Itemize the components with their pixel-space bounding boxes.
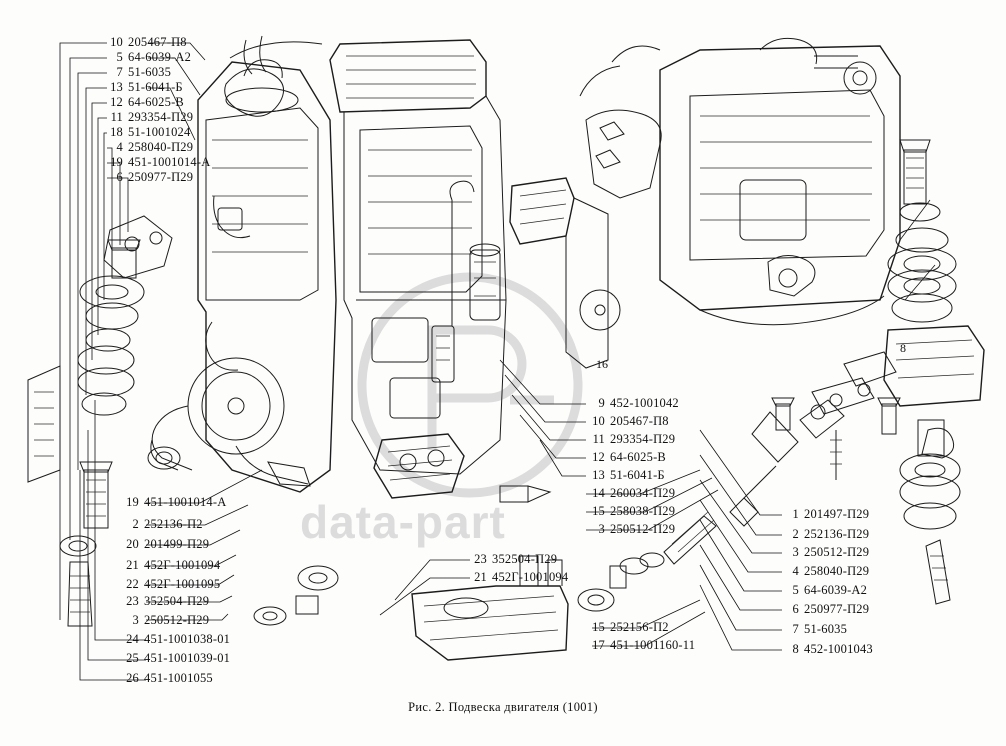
part-code: 451-1001039-01 [144,651,231,665]
part-label-250512-p29-left [124,614,209,627]
part-code: 205467-П8 [128,35,187,49]
part-code: 352504-П29 [144,594,210,608]
part-label-352504-p29-bottom [472,553,557,566]
part-label-452g-1001094-bottom [472,571,568,584]
part-code: 51-6035 [128,65,172,79]
part-label-252136-p2 [124,518,203,531]
part-label-51-6041-b [108,81,183,94]
part-code: 201497-П29 [804,507,870,521]
svg-text:16: 16 [596,357,608,371]
part-code: 252156-П2 [610,620,669,634]
part-label-64-6039-a2 [108,51,191,64]
part-label-452-1001042 [590,397,679,410]
part-code: 451-1001038-01 [144,632,231,646]
part-code: 352504-П29 [492,552,558,566]
part-code: 451-1001014-А [144,495,227,509]
part-number: 25 [126,651,139,665]
part-label-64-6025-v-center [590,451,666,464]
part-label-451-1001160-11 [590,639,695,652]
part-code: 250512-П29 [804,545,870,559]
part-label-51-6035-right [784,623,847,636]
part-number: 7 [116,65,123,79]
part-label-252136-p29 [784,528,869,541]
part-number: 14 [592,486,605,500]
gearbox-housing [660,38,900,324]
part-number: 7 [792,622,799,636]
part-label-258040-p29-right [784,565,869,578]
part-code: 293354-П29 [610,432,676,446]
art-callout-16 [596,357,608,371]
part-number: 21 [126,558,139,572]
part-code: 452-1001043 [804,642,873,656]
right-engine-mount [884,140,984,604]
part-number: 8 [792,642,799,656]
part-number: 13 [592,468,605,482]
part-number: 10 [592,414,605,428]
part-number: 4 [116,140,123,154]
part-label-451-1001055 [124,672,213,685]
part-code: 293354-П29 [128,110,194,124]
part-code: 64-6039-А2 [128,50,192,64]
part-code: 250977-П29 [128,170,194,184]
part-label-258038-p29 [590,505,675,518]
figure-caption: Рис. 2. Подвеска двигателя (1001) [408,700,598,714]
part-number: 5 [116,50,123,64]
part-number: 2 [792,527,799,541]
part-number: 26 [126,671,139,685]
part-number: 12 [592,450,605,464]
part-code: 64-6025-В [128,95,184,109]
part-label-64-6039-a2-right [784,584,867,597]
part-label-452-1001043 [784,643,873,656]
part-number: 9 [598,396,605,410]
part-label-51-1001024 [108,126,190,139]
part-number: 23 [474,552,487,566]
part-code: 51-6041-Б [128,80,183,94]
part-number: 10 [110,35,123,49]
part-label-451-1001039-01 [124,652,230,665]
part-label-452g-1001094 [124,559,220,572]
part-number: 22 [126,577,139,591]
part-number: 11 [592,432,605,446]
part-number: 11 [110,110,123,124]
part-code: 205467-П8 [610,414,669,428]
part-code: 250977-П29 [804,602,870,616]
part-label-451-1001014-a [124,496,226,509]
part-label-250512-p29-center [590,523,675,536]
part-number: 1 [792,507,799,521]
part-code: 64-6039-А2 [804,583,868,597]
part-number: 15 [592,620,605,634]
part-number: 23 [126,594,139,608]
part-number: 3 [132,613,139,627]
part-number: 20 [126,537,139,551]
part-label-260034-p29 [590,487,675,500]
part-label-293354-p29-center [590,433,675,446]
part-label-250512-p29-right [784,546,869,559]
part-code: 451-1001014-А [128,155,211,169]
svg-text:8: 8 [900,341,906,355]
part-label-201499-p29 [124,538,209,551]
part-label-205467-p8 [108,36,187,49]
part-number: 24 [126,632,139,646]
part-code: 51-6041-Б [610,468,665,482]
part-number: 12 [110,95,123,109]
part-number: 5 [792,583,799,597]
part-code: 252136-П29 [804,527,870,541]
part-label-452g-1001095 [124,578,220,591]
part-code: 258040-П29 [128,140,194,154]
part-code: 64-6025-В [610,450,666,464]
part-number: 19 [126,495,139,509]
part-label-451-1001014-a-top [108,156,210,169]
part-number: 2 [132,517,139,531]
part-code: 451-1001055 [144,671,213,685]
part-label-51-6035 [108,66,171,79]
part-code: 260034-П29 [610,486,676,500]
part-code: 51-6035 [804,622,848,636]
part-label-352504-p29-left [124,595,209,608]
part-number: 13 [110,80,123,94]
part-label-201497-p29 [784,508,869,521]
part-code: 250512-П29 [144,613,210,627]
part-number: 18 [110,125,123,139]
part-code: 252136-П2 [144,517,203,531]
part-label-51-6041-b-center [590,469,665,482]
part-code: 51-1001024 [128,125,191,139]
part-label-258040-p29 [108,141,193,154]
center-support-bracket [510,46,661,368]
part-label-250977-p29-top [108,171,193,184]
part-number: 19 [110,155,123,169]
part-code: 451-1001160-11 [610,638,696,652]
part-number: 3 [792,545,799,559]
part-number: 17 [592,638,605,652]
right-link-bracket [772,352,954,458]
part-label-293354-p29 [108,111,193,124]
part-label-64-6025-v [108,96,184,109]
part-code: 452-1001042 [610,396,679,410]
part-label-250977-p29-right [784,603,869,616]
part-number: 6 [792,602,799,616]
part-code: 452Г-1001095 [144,577,221,591]
part-label-205467-p8-center [590,415,669,428]
part-code: 250512-П29 [610,522,676,536]
part-number: 4 [792,564,799,578]
part-number: 3 [598,522,605,536]
part-label-451-1001038-01 [124,633,230,646]
art-callout-8 [900,341,906,355]
watermark-text: data-part [300,496,506,548]
part-number: 6 [116,170,123,184]
part-code: 258040-П29 [804,564,870,578]
part-code: 201499-П29 [144,537,210,551]
part-code: 258038-П29 [610,504,676,518]
part-number: 21 [474,570,487,584]
part-code: 452Г-1001094 [492,570,569,584]
part-number: 15 [592,504,605,518]
part-label-252156-p2 [590,621,669,634]
part-code: 452Г-1001094 [144,558,221,572]
